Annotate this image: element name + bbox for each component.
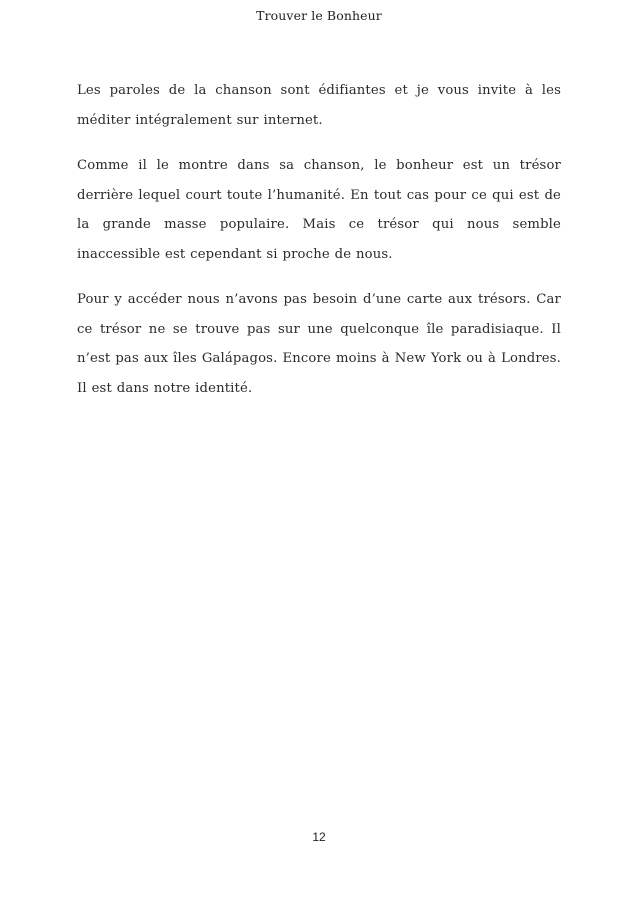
body-text xyxy=(77,76,561,419)
paragraph: Comme il le montre dans sa chanson, le bonheur est un trésor derrière lequel court toute l’humanité. En tout cas pour ce qui est de la grande masse populaire. Mais ce trésor qui nous semble inaccessible est cependant si proche de nous. xyxy=(77,158,561,262)
paragraph: Les paroles de la chanson sont édifiantes et je vous invite à les méditer intégralement sur internet. xyxy=(77,83,561,128)
running-header: Trouver le Bonheur xyxy=(256,8,382,23)
paragraph: Pour y accéder nous n’avons pas besoin d’une carte aux trésors. Car ce trésor ne se trouve pas sur une quelconque île paradisiaque. Il n’est pas aux îles Galápagos. Encore moins à New York ou à Londres. Il est dans notre identité. xyxy=(77,292,561,396)
page-number: 12 xyxy=(312,830,326,844)
